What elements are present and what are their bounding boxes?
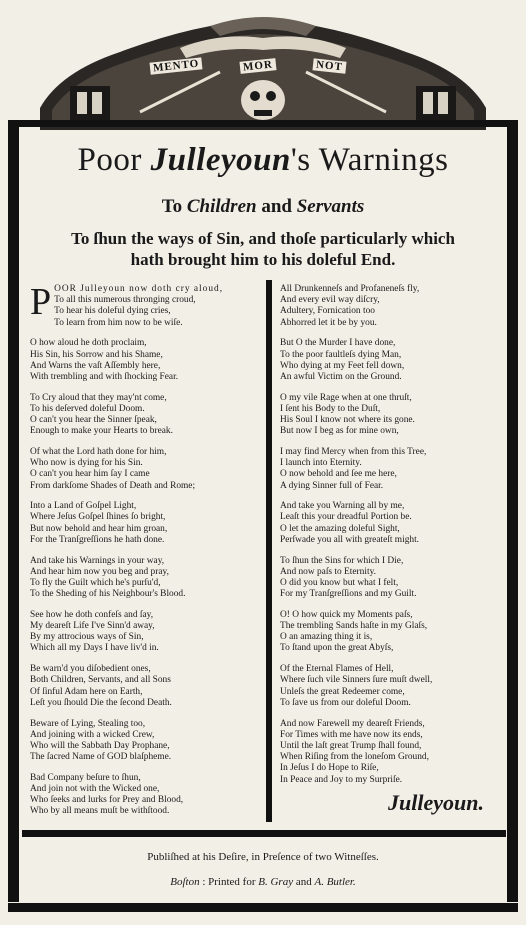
imprint-printed-for: : Printed for <box>199 876 259 888</box>
verse-line: Abhorred let it be by you. <box>280 317 377 328</box>
imprint-printer-2: A. Butler. <box>314 876 356 888</box>
verse-line: For my Tranſgreſſions and my Guilt. <box>280 589 417 600</box>
verse-line: And hear him now you beg and pray, <box>30 566 169 577</box>
verse-line: To the poor faultleſs dying Man, <box>280 349 402 360</box>
verse-line: O my vile Rage when at one thruſt, <box>280 392 412 403</box>
verse-line: Adultery, Fornication too <box>280 306 375 317</box>
verse-line: O an amazing thing it is, <box>280 632 373 643</box>
imprint-and: and <box>293 876 315 888</box>
verse-line: All Drunkenneſs and Profaneneſs fly, <box>280 284 420 294</box>
verse-line: And take you Warning all by me, <box>280 501 405 512</box>
verse-line: To ſave us from our doleful Doom. <box>280 697 411 708</box>
verse-line: O how aloud he doth proclaim, <box>30 338 147 349</box>
stanza <box>280 664 508 709</box>
verse-line: But now I beg as for mine own, <box>280 426 399 437</box>
drop-cap: P <box>30 281 52 323</box>
subtitle <box>30 196 496 218</box>
verse-line: But O the Murder I have done, <box>280 338 396 349</box>
imprint <box>0 876 526 888</box>
stanza <box>280 610 508 655</box>
stanza <box>30 664 258 709</box>
verse-line: My deareſt Life I've Sinn'd away, <box>30 621 155 632</box>
right-border <box>507 122 518 902</box>
verse-line: When Riſing from the loneſom Ground, <box>280 752 429 763</box>
verse-line: And take his Warnings in your way, <box>30 555 165 566</box>
verse-line: Who by all means muſt be withſtood. <box>30 806 170 817</box>
verse-line: Unleſs the great Redeemer come, <box>280 686 405 697</box>
verse-line: Bad Company beſure to ſhun, <box>30 772 141 783</box>
verse-line: For Times with me have now its ends, <box>280 729 423 740</box>
verse-line: Who dying at my Feet fell down, <box>280 360 405 371</box>
stanza <box>30 393 258 438</box>
verse-line: From darkſome Shades of Death and Rome; <box>30 480 196 491</box>
verse-line: To the Sheding of his Neighbour's Blood. <box>30 589 186 600</box>
imprint-city: Boſton <box>170 876 200 888</box>
stanza <box>280 501 508 546</box>
stanza <box>30 501 258 546</box>
verse-line: Both Children, Servants, and all Sons <box>30 675 171 686</box>
verse-line: And now Farewell my deareſt Friends, <box>280 718 425 729</box>
subtitle-to: To <box>161 196 187 217</box>
intro-text <box>24 228 502 270</box>
verse-line: For the Tranſgreſſions he hath done. <box>30 534 165 545</box>
stanza-left-1 <box>30 281 258 329</box>
verse-line: O now behold and ſee me here, <box>280 469 397 480</box>
verse-line: I may find Mercy when from this Tree, <box>280 446 427 457</box>
verse-line: OOR Julleyoun now doth cry aloud, <box>54 284 224 294</box>
verse-line: In Jeſus I do Hope to Riſe, <box>280 763 379 774</box>
verse-line: Until the laſt great Trump ſhall found, <box>280 740 422 751</box>
intro-line-1: To ſhun the ways of Sin, and thoſe particularly which <box>71 229 455 248</box>
verse-line: Of the Eternal Flames of Hell, <box>280 664 394 675</box>
column-divider <box>266 280 272 822</box>
left-stanzas <box>30 338 258 817</box>
verse-line: But now behold and hear him groan, <box>30 523 168 534</box>
verse-line: An awful Victim on the Ground. <box>280 371 402 382</box>
verse-line: Who now is dying for his Sin. <box>30 458 143 469</box>
stanza <box>280 556 508 601</box>
middle-rule <box>22 830 506 837</box>
imprint-printer-1: B. Gray <box>258 876 294 888</box>
verse-line: And Warns the vaſt Aſſembly here, <box>30 360 161 371</box>
verse-line: And joining with a wicked Crew, <box>30 729 155 740</box>
stanza <box>30 610 258 655</box>
verse-line: O! O how quick my Moments paſs, <box>280 609 413 620</box>
verse-line: Of ſinful Adam here on Earth, <box>30 686 143 697</box>
verse-line: Into a Land of Goſpel Light, <box>30 501 137 512</box>
signature: Julleyoun. <box>388 790 484 815</box>
verse-line: To all this numerous thronging croud, <box>54 295 196 306</box>
verse-line: With trembling and with ſhocking Fear. <box>30 371 179 382</box>
stanza <box>30 773 258 818</box>
verse-line: Enough to make your Hearts to break. <box>30 426 173 437</box>
verse-line: To hear his doleful dying cries, <box>54 306 171 317</box>
stanza <box>280 719 508 786</box>
verse-line: I ſent his Body to the Duſt, <box>280 403 381 414</box>
verse-line: O did you know but what I felt, <box>280 577 399 588</box>
verse-line: O can't you hear him ſay I came <box>30 469 150 480</box>
bottom-rule <box>8 903 518 912</box>
right-stanzas <box>280 284 508 786</box>
verse-line: Who ſeeks and lurks for Prey and Blood, <box>30 795 184 806</box>
subtitle-and: and <box>256 196 297 217</box>
top-rule <box>8 120 518 127</box>
verse-line: O let the amazing doleful Sight, <box>280 523 400 534</box>
verse-line: Where ſuch vile Sinners ſure muſt dwell, <box>280 675 433 686</box>
verse-line: By my attrocious ways of Sin, <box>30 632 144 643</box>
title-prefix: Poor <box>77 142 151 178</box>
verse-line: See how he doth confeſs and ſay, <box>30 609 154 620</box>
publication-note: Publiſhed at his Deſire, in Preſence of two Witneſſes. <box>147 851 379 863</box>
verse-line: To ſtand upon the great Abyſs, <box>280 643 394 654</box>
stanza <box>280 284 508 329</box>
stanza <box>30 447 258 492</box>
motto-center: MOR <box>239 58 276 74</box>
motto-right: NOT <box>313 58 347 73</box>
left-column <box>30 281 258 827</box>
verse-line: I launch into Eternity. <box>280 458 362 469</box>
stanza <box>30 556 258 601</box>
stanza <box>30 338 258 383</box>
verse-line: A dying Sinner full of Fear. <box>280 480 384 491</box>
verse-line: And now paſs to Eternity. <box>280 566 376 577</box>
title-name: Julleyoun <box>150 142 291 178</box>
verse-line: Leaſt this your dreadful Portion be. <box>280 512 412 523</box>
left-border <box>8 122 19 902</box>
verse-line: In Peace and Joy to my Surpriſe. <box>280 774 403 785</box>
verse-line: The trembling Sands haſte in my Glaſs, <box>280 621 428 632</box>
stanza <box>280 447 508 492</box>
title-suffix: 's Warnings <box>290 142 449 178</box>
subtitle-servants: Servants <box>296 196 365 217</box>
verse-line: To ſhun the Sins for which I Die, <box>280 555 404 566</box>
stanza <box>30 719 258 764</box>
verse-line: Of what the Lord hath done for him, <box>30 446 167 457</box>
motto-left: MENTO <box>150 57 203 74</box>
stanza <box>280 393 508 438</box>
verse-line: And join not with the Wicked one, <box>30 784 160 795</box>
verse-line: Which all my Days I have liv'd in. <box>30 643 159 654</box>
stanza <box>280 338 508 383</box>
verse-line: His Soul I know not where its gone. <box>280 415 415 426</box>
verse-line: Perſwade you all with greateſt might. <box>280 534 420 545</box>
verse-line: The ſacred Name of GOD blaſpheme. <box>30 752 172 763</box>
verse-line: Who will the Sabbath Day Prophane, <box>30 740 170 751</box>
verse-line: O can't you hear the Sinner ſpeak, <box>30 415 157 426</box>
verse-line: To learn from him now to be wiſe. <box>54 317 183 328</box>
verse-line: To his deſerved doleful Doom. <box>30 403 145 414</box>
verse-line: And every evil way diſcry, <box>280 295 380 306</box>
verse-line: Beware of Lying, Stealing too, <box>30 718 146 729</box>
right-column <box>280 284 508 795</box>
page-title <box>30 140 496 180</box>
verse-line: To Cry aloud that they may'nt come, <box>30 392 167 403</box>
verse-line: His Sin, his Sorrow and his Shame, <box>30 349 163 360</box>
subtitle-children: Children <box>186 196 257 217</box>
verse-line: Leſt you ſhould Die the ſecond Death. <box>30 697 172 708</box>
motto-banner <box>150 54 346 78</box>
verse-line: Where Jeſus Goſpel ſhines ſo bright, <box>30 512 166 523</box>
intro-line-2: hath brought him to his doleful End. <box>130 250 396 269</box>
verse-line: Be warn'd you diſobedient ones, <box>30 664 151 675</box>
verse-line: To fly the Guilt which he's purſu'd, <box>30 577 161 588</box>
